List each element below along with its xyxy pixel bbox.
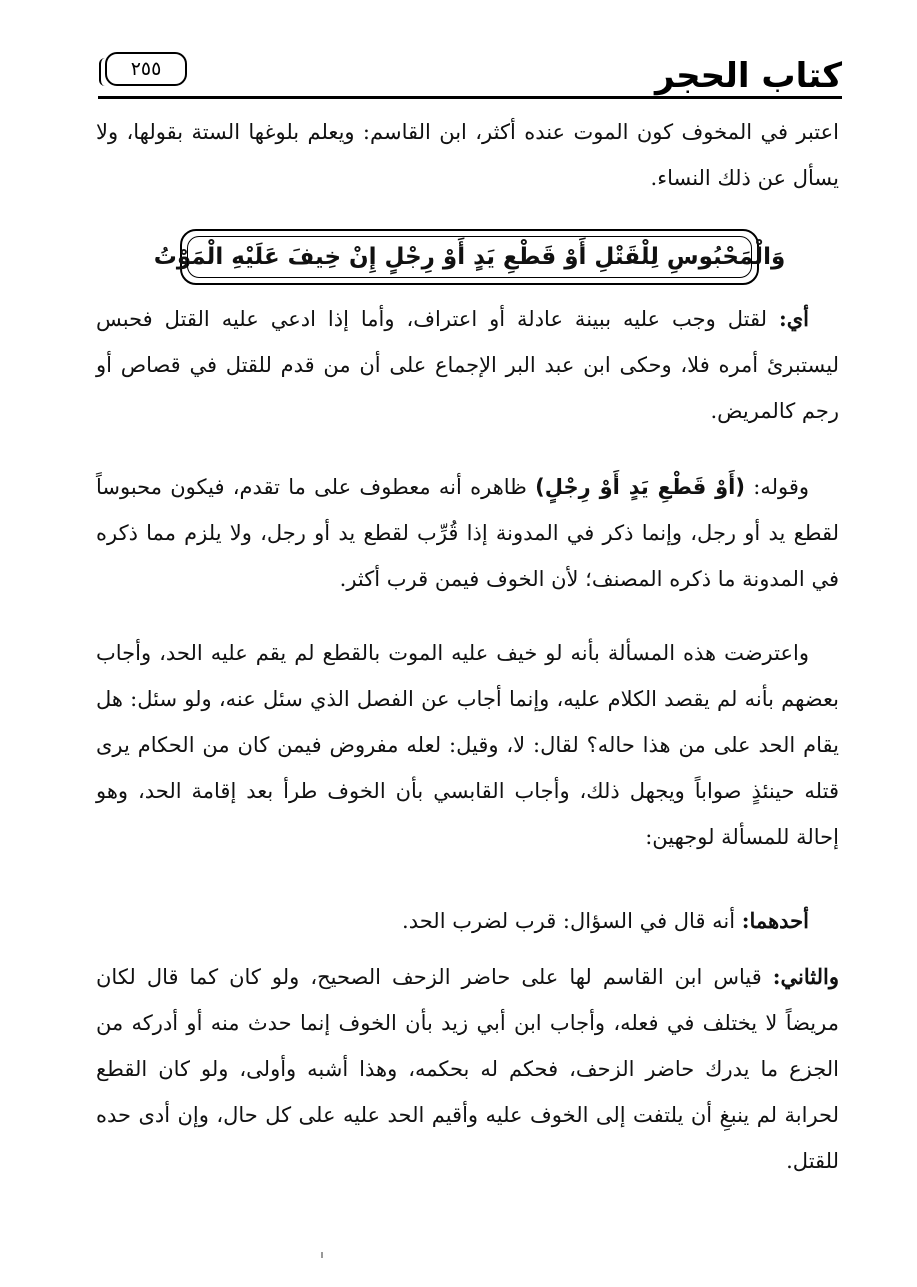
paragraph-second-reason: [96, 954, 839, 1184]
paragraph-text: ظاهره أنه معطوف على ما تقدم، فيكون محبوساً لقطع يد أو رجل، وإنما ذكر في المدونة إذا قُرِّب لقطع يد أو رجل، ولا يلزم مما ذكره في المدونة ما ذكره المصنف؛ لأن الخوف فيمن قرب أكثر.: [96, 475, 839, 591]
paragraph-quote-commentary: [96, 464, 839, 602]
paragraph-continuation: اعتبر في المخوف كون الموت عنده أكثر، ابن القاسم: ويعلم بلوغها الستة بقولها، ولا يسأل عن ذلك النساء.: [96, 120, 839, 190]
paragraph-text: قياس ابن القاسم لها على حاضر الزحف الصحيح، ولو كان كما قال لكان مريضاً لا يختلف في فعله، وأجاب ابن أبي زيد بأن الخوف إنما حدث منه أو أدركه من الجزع ما يدرك حاضر الزحف، فحكم له بحكمه، وهذا أشبه وأولى، ولو كان القطع لحرابة لم ينبغِ أن يلتفت إلى الخوف عليه وأقيم الحد عليه على كل حال، وإن أدى حده للقتل.: [96, 965, 839, 1173]
matn-quote: (أَوْ قَطْعِ يَدٍ أَوْ رِجْلٍ): [535, 475, 745, 499]
paragraph-explanation: [96, 296, 839, 434]
paragraph-text: لقتل وجب عليه ببينة عادلة أو اعتراف، وأما إذا ادعي عليه القتل فحبس ليستبرئ أمره فلا، وحكى ابن عبد البر الإجماع على أن من قدم للقتل في قصاص أو رجم كالمريض.: [96, 307, 839, 423]
paragraph-objection: واعترضت هذه المسألة بأنه لو خيف عليه الموت بالقطع لم يقم عليه الحد، وأجاب بعضهم بأنه لم يقصد الكلام عليه، وإنما أجاب عن الفصل الذي سئل عنه، ولو سئل: هل يقام الحد على من هذا حاله؟ لقال: لا، وقيل: لعله مفروض فيمن كان من الحكام يرى قتله حينئذٍ صواباً ويجهل ذلك، وأجاب القابسي بأن الخوف طرأ بعد إقامة الحد، وهو إحالة للمسألة لوجهين:: [96, 641, 839, 849]
paragraph-lead: أحدهما:: [741, 908, 809, 933]
paragraph-lead: والثاني:: [772, 964, 839, 989]
header-rule: [98, 96, 842, 99]
page-number: ٢٥٥: [105, 52, 187, 86]
paragraph-lead: أي:: [778, 306, 809, 331]
paragraph-text: أنه قال في السؤال: قرب لضرب الحد.: [402, 909, 742, 933]
paragraph-text: وقوله:: [744, 475, 810, 499]
paragraph-first-reason: [96, 898, 839, 944]
book-title: كتاب الحجر: [655, 56, 842, 96]
matn-box: [153, 229, 786, 285]
matn-text: وَالْمَحْبُوسِ لِلْقَتْلِ أَوْ قَطْعِ يَدٍ أَوْ رِجْلٍ إِنْ خِيفَ عَلَيْهِ الْمَوْتُ: [153, 244, 786, 270]
scan-mark: [321, 1252, 323, 1258]
